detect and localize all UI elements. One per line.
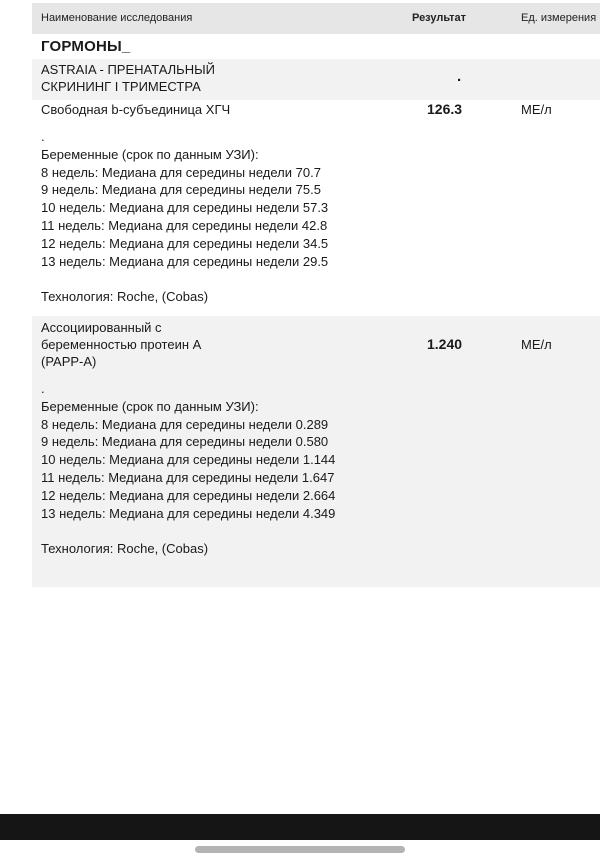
section-title: ГОРМОНЫ_ — [41, 38, 131, 55]
test-unit: МЕ/л — [521, 337, 552, 352]
table-row — [32, 316, 600, 587]
column-header-name: Наименование исследования — [41, 12, 193, 24]
test-name-line: (PAPP-A) — [41, 354, 97, 369]
table-header — [32, 3, 600, 34]
panel-subheader — [32, 59, 600, 100]
results-table — [32, 3, 600, 587]
test-unit: МЕ/л — [521, 102, 552, 117]
test-name-line: беременностью протеин А — [41, 337, 202, 352]
column-header-unit: Ед. измерения — [521, 12, 597, 24]
panel-name — [41, 61, 215, 95]
test-result: 126.3 — [427, 101, 463, 117]
column-header-result: Результат — [412, 12, 467, 24]
panel-name-line: СКРИНИНГ I ТРИМЕСТРА — [41, 79, 201, 94]
panel-name-line: ASTRAIA - ПРЕНАТАЛЬНЫЙ — [41, 62, 215, 77]
table-row — [32, 100, 600, 316]
panel-result: . — [457, 68, 462, 85]
test-name — [41, 319, 201, 370]
test-name-line: Ассоциированный с — [41, 320, 162, 335]
bottom-toolbar — [0, 814, 600, 840]
home-indicator[interactable] — [195, 846, 405, 853]
reference-notes: . Беременные (срок по данным УЗИ): 8 недель: Медиана для середины недели 0.289 9 недель: Медиана для середины недели 0.580 10 недель: Медиана для середины недели 1.144 11 недель: Медиана для середины недели 1.647 12 недель: Медиана для середины недели 2.664 13 недель: Медиана для середины недели 4.349 Технология: Roche, (Cobas) — [41, 381, 336, 557]
reference-notes: . Беременные (срок по данным УЗИ): 8 недель: Медиана для середины недели 70.7 9 недель: Медиана для середины недели 75.5 10 недель: Медиана для середины недели 57.3 11 недель: Медиана для середины недели 42.8 12 недель: Медиана для середины недели 34.5 13 недель: Медиана для середины недели 29.5 Технология: Roche, (Cobas) — [41, 129, 329, 305]
test-result: 1.240 — [427, 336, 463, 352]
test-name — [41, 101, 230, 118]
test-name-line: Свободная b-субъединица ХГЧ — [41, 102, 231, 117]
